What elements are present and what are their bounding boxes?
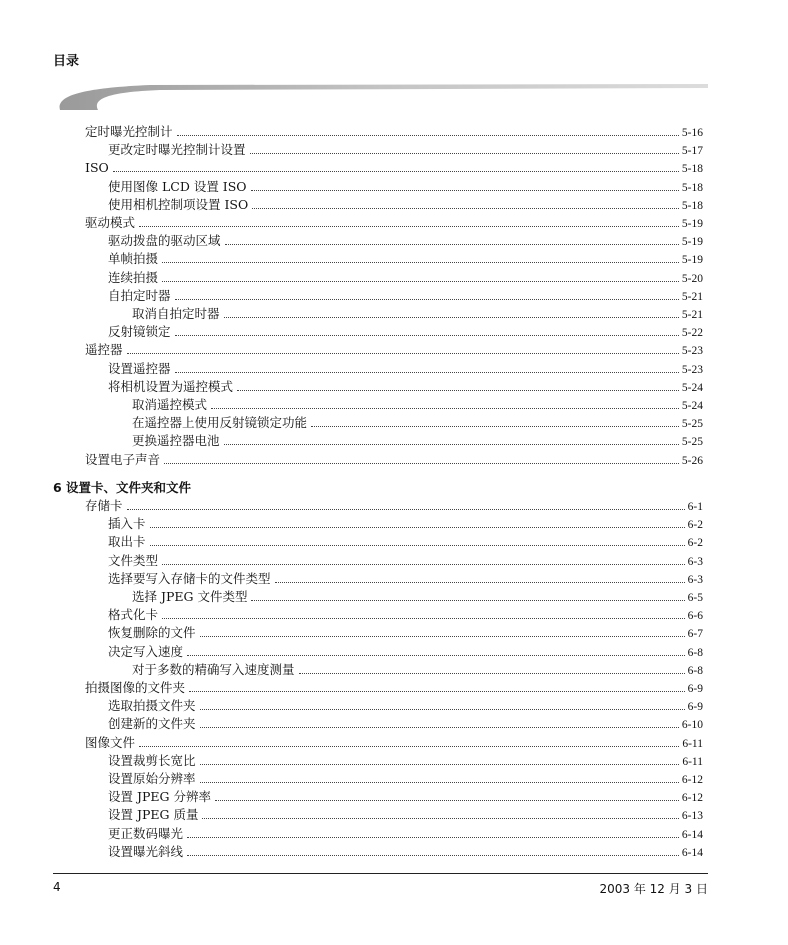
toc-entry-title: 设置遥控器 <box>108 360 171 376</box>
toc-entry-page: 6-11 <box>682 755 703 768</box>
toc-entry-page: 6-12 <box>681 792 703 805</box>
toc-entry-title: 选择 JPEG 文件类型 <box>132 589 248 604</box>
toc-entry-page: 5-23 <box>681 345 703 358</box>
toc-entry-page: 5-25 <box>681 436 703 449</box>
dot-leader <box>200 753 680 765</box>
dot-leader <box>224 306 679 318</box>
toc-entry-title: 单帧拍摄 <box>108 251 159 267</box>
toc-entry[interactable] <box>108 361 703 377</box>
dot-leader <box>175 324 679 336</box>
dot-leader <box>164 452 679 464</box>
dot-leader <box>175 361 679 373</box>
dot-leader <box>211 397 679 409</box>
toc-entry[interactable] <box>108 698 703 714</box>
dot-leader <box>150 516 685 528</box>
toc-entry-page: 6-1 <box>687 501 703 513</box>
dot-leader <box>251 179 679 191</box>
toc-entry[interactable] <box>85 498 703 514</box>
toc-entry-page: 6-6 <box>687 610 703 623</box>
toc-entry[interactable] <box>132 306 703 322</box>
toc-entry-title: 定时曝光控制计 <box>85 124 173 139</box>
toc-entry[interactable] <box>132 433 703 449</box>
toc-entry-page: 5-22 <box>681 327 703 340</box>
toc-entry[interactable] <box>85 124 703 140</box>
toc-entry-page: 6-3 <box>687 573 703 586</box>
dot-leader <box>202 807 678 819</box>
toc-entry[interactable] <box>85 215 703 231</box>
header-swoosh-graphic <box>0 70 788 120</box>
toc-entry[interactable] <box>108 607 703 623</box>
dot-leader <box>177 124 679 136</box>
toc-entry-page: 5-19 <box>681 254 703 267</box>
dot-leader <box>251 589 684 601</box>
dot-leader <box>189 680 685 692</box>
toc-entry-title: 反射镜锁定 <box>108 324 171 340</box>
dot-leader <box>187 844 679 856</box>
dot-leader <box>224 433 679 445</box>
toc-entry-page: 5-20 <box>681 272 703 285</box>
toc-entry[interactable] <box>108 553 703 569</box>
toc-entry-page: 6-14 <box>681 846 703 859</box>
toc-entry-title: 更正数码曝光 <box>108 825 184 841</box>
toc-entry-page: 6-12 <box>681 774 703 786</box>
dot-leader <box>162 270 679 282</box>
toc-entry-title: 取出卡 <box>108 534 146 550</box>
toc-entry-page: 6-14 <box>681 828 703 841</box>
toc-entry[interactable] <box>85 735 703 751</box>
toc-entry-title: 驱动拨盘的驱动区域 <box>108 233 221 249</box>
toc-entry-title: 决定写入速度 <box>108 643 184 659</box>
toc-entry-title: 连续拍摄 <box>108 269 159 285</box>
toc-entry[interactable] <box>108 771 703 787</box>
dot-leader <box>275 571 685 583</box>
toc-entry-title: 在遥控器上使用反射镜锁定功能 <box>132 415 308 431</box>
toc-entry[interactable] <box>108 789 703 805</box>
toc-entry[interactable] <box>108 826 703 842</box>
chapter-heading[interactable]: 6 设置卡、文件夹和文件 <box>53 479 192 495</box>
toc-entry-title: 取消自拍定时器 <box>132 306 220 321</box>
toc-entry-title: 遥控器 <box>85 342 123 358</box>
toc-entry-title: 设置裁剪长宽比 <box>108 752 196 768</box>
toc-entry-title: 设置曝光斜线 <box>108 843 184 859</box>
header-title: 目录 <box>53 54 80 69</box>
toc-entry-page: 5-23 <box>681 363 703 376</box>
toc-entry-title: 设置 JPEG 分辨率 <box>108 789 211 805</box>
toc-entry[interactable] <box>132 415 703 431</box>
dot-leader <box>162 553 685 565</box>
toc-entry[interactable] <box>108 716 703 732</box>
toc-entry[interactable] <box>108 625 703 641</box>
toc-entry[interactable] <box>108 807 703 823</box>
dot-leader <box>162 251 679 263</box>
dot-leader <box>200 698 685 710</box>
footer-divider <box>53 873 708 874</box>
toc-entry-page: 6-7 <box>687 628 703 641</box>
toc-entry[interactable] <box>108 516 703 532</box>
toc-entry-page: 6-5 <box>687 592 703 604</box>
toc-entry-title: 设置电子声音 <box>85 451 161 467</box>
toc-entry-title: 选取拍摄文件夹 <box>108 698 196 714</box>
toc-entry[interactable] <box>85 680 703 696</box>
toc-entry[interactable] <box>108 288 703 304</box>
toc-entry-title: 格式化卡 <box>108 607 159 623</box>
toc-entry-page: 5-19 <box>681 236 703 249</box>
footer-page-number: 4 <box>53 880 61 894</box>
toc-entry-page: 5-19 <box>681 218 703 230</box>
dot-leader <box>225 233 679 245</box>
dot-leader <box>162 607 685 619</box>
toc-entry-page: 6-13 <box>681 810 703 823</box>
toc-entry-title: 更改定时曝光控制计设置 <box>108 142 246 158</box>
dot-leader <box>237 379 679 391</box>
dot-leader <box>215 789 679 801</box>
toc-entry-title: 文件类型 <box>108 552 159 568</box>
toc-entry-title: 拍摄图像的文件夹 <box>85 680 186 695</box>
toc-entry[interactable] <box>108 571 703 587</box>
dot-leader <box>187 826 679 838</box>
toc-entry-page: 5-24 <box>681 381 703 394</box>
toc-entry[interactable] <box>108 233 703 249</box>
footer-date: 2003 年 12 月 3 日 <box>599 882 708 896</box>
toc-entry[interactable] <box>108 179 703 195</box>
dot-leader <box>150 534 685 546</box>
dot-leader <box>127 342 679 354</box>
toc-entry-title: 设置 JPEG 质量 <box>108 807 199 823</box>
toc-entry[interactable] <box>108 534 703 550</box>
toc-entry-page: 6-8 <box>687 664 703 677</box>
toc-entry[interactable] <box>85 160 703 176</box>
toc-entry-page: 6-9 <box>687 683 703 695</box>
toc-entry-title: 存储卡 <box>85 498 123 513</box>
toc-entry-page: 5-18 <box>681 181 703 194</box>
toc-entry-page: 6-11 <box>682 737 703 750</box>
toc-entry-page: 5-25 <box>681 418 703 431</box>
toc-entry-page: 5-21 <box>681 309 703 321</box>
dot-leader <box>139 215 679 227</box>
toc-entry[interactable] <box>108 324 703 340</box>
toc-entry-page: 5-18 <box>681 199 703 212</box>
toc-entry-page: 5-21 <box>681 290 703 303</box>
toc-entry[interactable] <box>108 142 703 158</box>
toc-entry-page: 6-2 <box>687 537 703 550</box>
toc-entry[interactable] <box>108 844 703 860</box>
toc-entry-title: 恢复删除的文件 <box>108 625 196 641</box>
toc-entry-page: 5-24 <box>681 400 703 412</box>
toc-entry-title: 驱动模式 <box>85 215 136 230</box>
toc-entry[interactable] <box>85 452 703 468</box>
toc-entry[interactable] <box>132 662 703 678</box>
toc-entry-title: 对于多数的精确写入速度测量 <box>132 661 295 677</box>
dot-leader <box>175 288 679 300</box>
dot-leader <box>250 142 679 154</box>
toc-entry-title: ISO <box>85 160 109 176</box>
toc-entry-page: 6-2 <box>687 519 703 532</box>
toc-entry-page: 6-10 <box>681 719 703 732</box>
toc-entry-title: 取消遥控模式 <box>132 397 208 412</box>
toc-entry-title: 选择要写入存储卡的文件类型 <box>108 570 271 586</box>
toc-entry[interactable] <box>108 644 703 660</box>
toc-entry-title: 图像文件 <box>85 734 136 750</box>
toc-entry[interactable] <box>108 379 703 395</box>
toc-entry-page: 6-9 <box>687 701 703 714</box>
toc-entry[interactable] <box>132 589 703 605</box>
toc-entry-title: 自拍定时器 <box>108 287 171 303</box>
toc-entry[interactable] <box>108 753 703 769</box>
dot-leader <box>200 716 679 728</box>
dot-leader <box>139 735 679 747</box>
toc-entry[interactable] <box>108 270 703 286</box>
toc-entry-title: 使用相机控制项设置 ISO <box>108 196 249 212</box>
dot-leader <box>252 197 679 209</box>
toc-entry-page: 5-26 <box>681 454 703 467</box>
dot-leader <box>113 160 679 172</box>
toc-entry-page: 5-17 <box>681 145 703 158</box>
toc-entry[interactable] <box>108 197 703 213</box>
toc-entry-page: 6-8 <box>687 646 703 659</box>
toc-entry-title: 使用图像 LCD 设置 ISO <box>108 178 247 194</box>
toc-entry-title: 设置原始分辨率 <box>108 771 196 786</box>
toc-entry-title: 将相机设置为遥控模式 <box>108 378 234 394</box>
dot-leader <box>200 771 679 783</box>
dot-leader <box>299 662 685 674</box>
toc-entry-page: 6-3 <box>687 555 703 568</box>
toc-entry-title: 创建新的文件夹 <box>108 716 196 732</box>
toc-entry-page: 5-18 <box>681 163 703 176</box>
toc-entry-title: 插入卡 <box>108 516 146 532</box>
toc-entry-page: 5-16 <box>681 127 703 139</box>
dot-leader <box>200 625 685 637</box>
dot-leader <box>127 498 685 510</box>
dot-leader <box>187 644 685 656</box>
toc-entry-title: 更换遥控器电池 <box>132 433 220 449</box>
toc-entry[interactable] <box>85 342 703 358</box>
dot-leader <box>311 415 679 427</box>
toc-entry[interactable] <box>108 251 703 267</box>
toc-entry[interactable] <box>132 397 703 413</box>
